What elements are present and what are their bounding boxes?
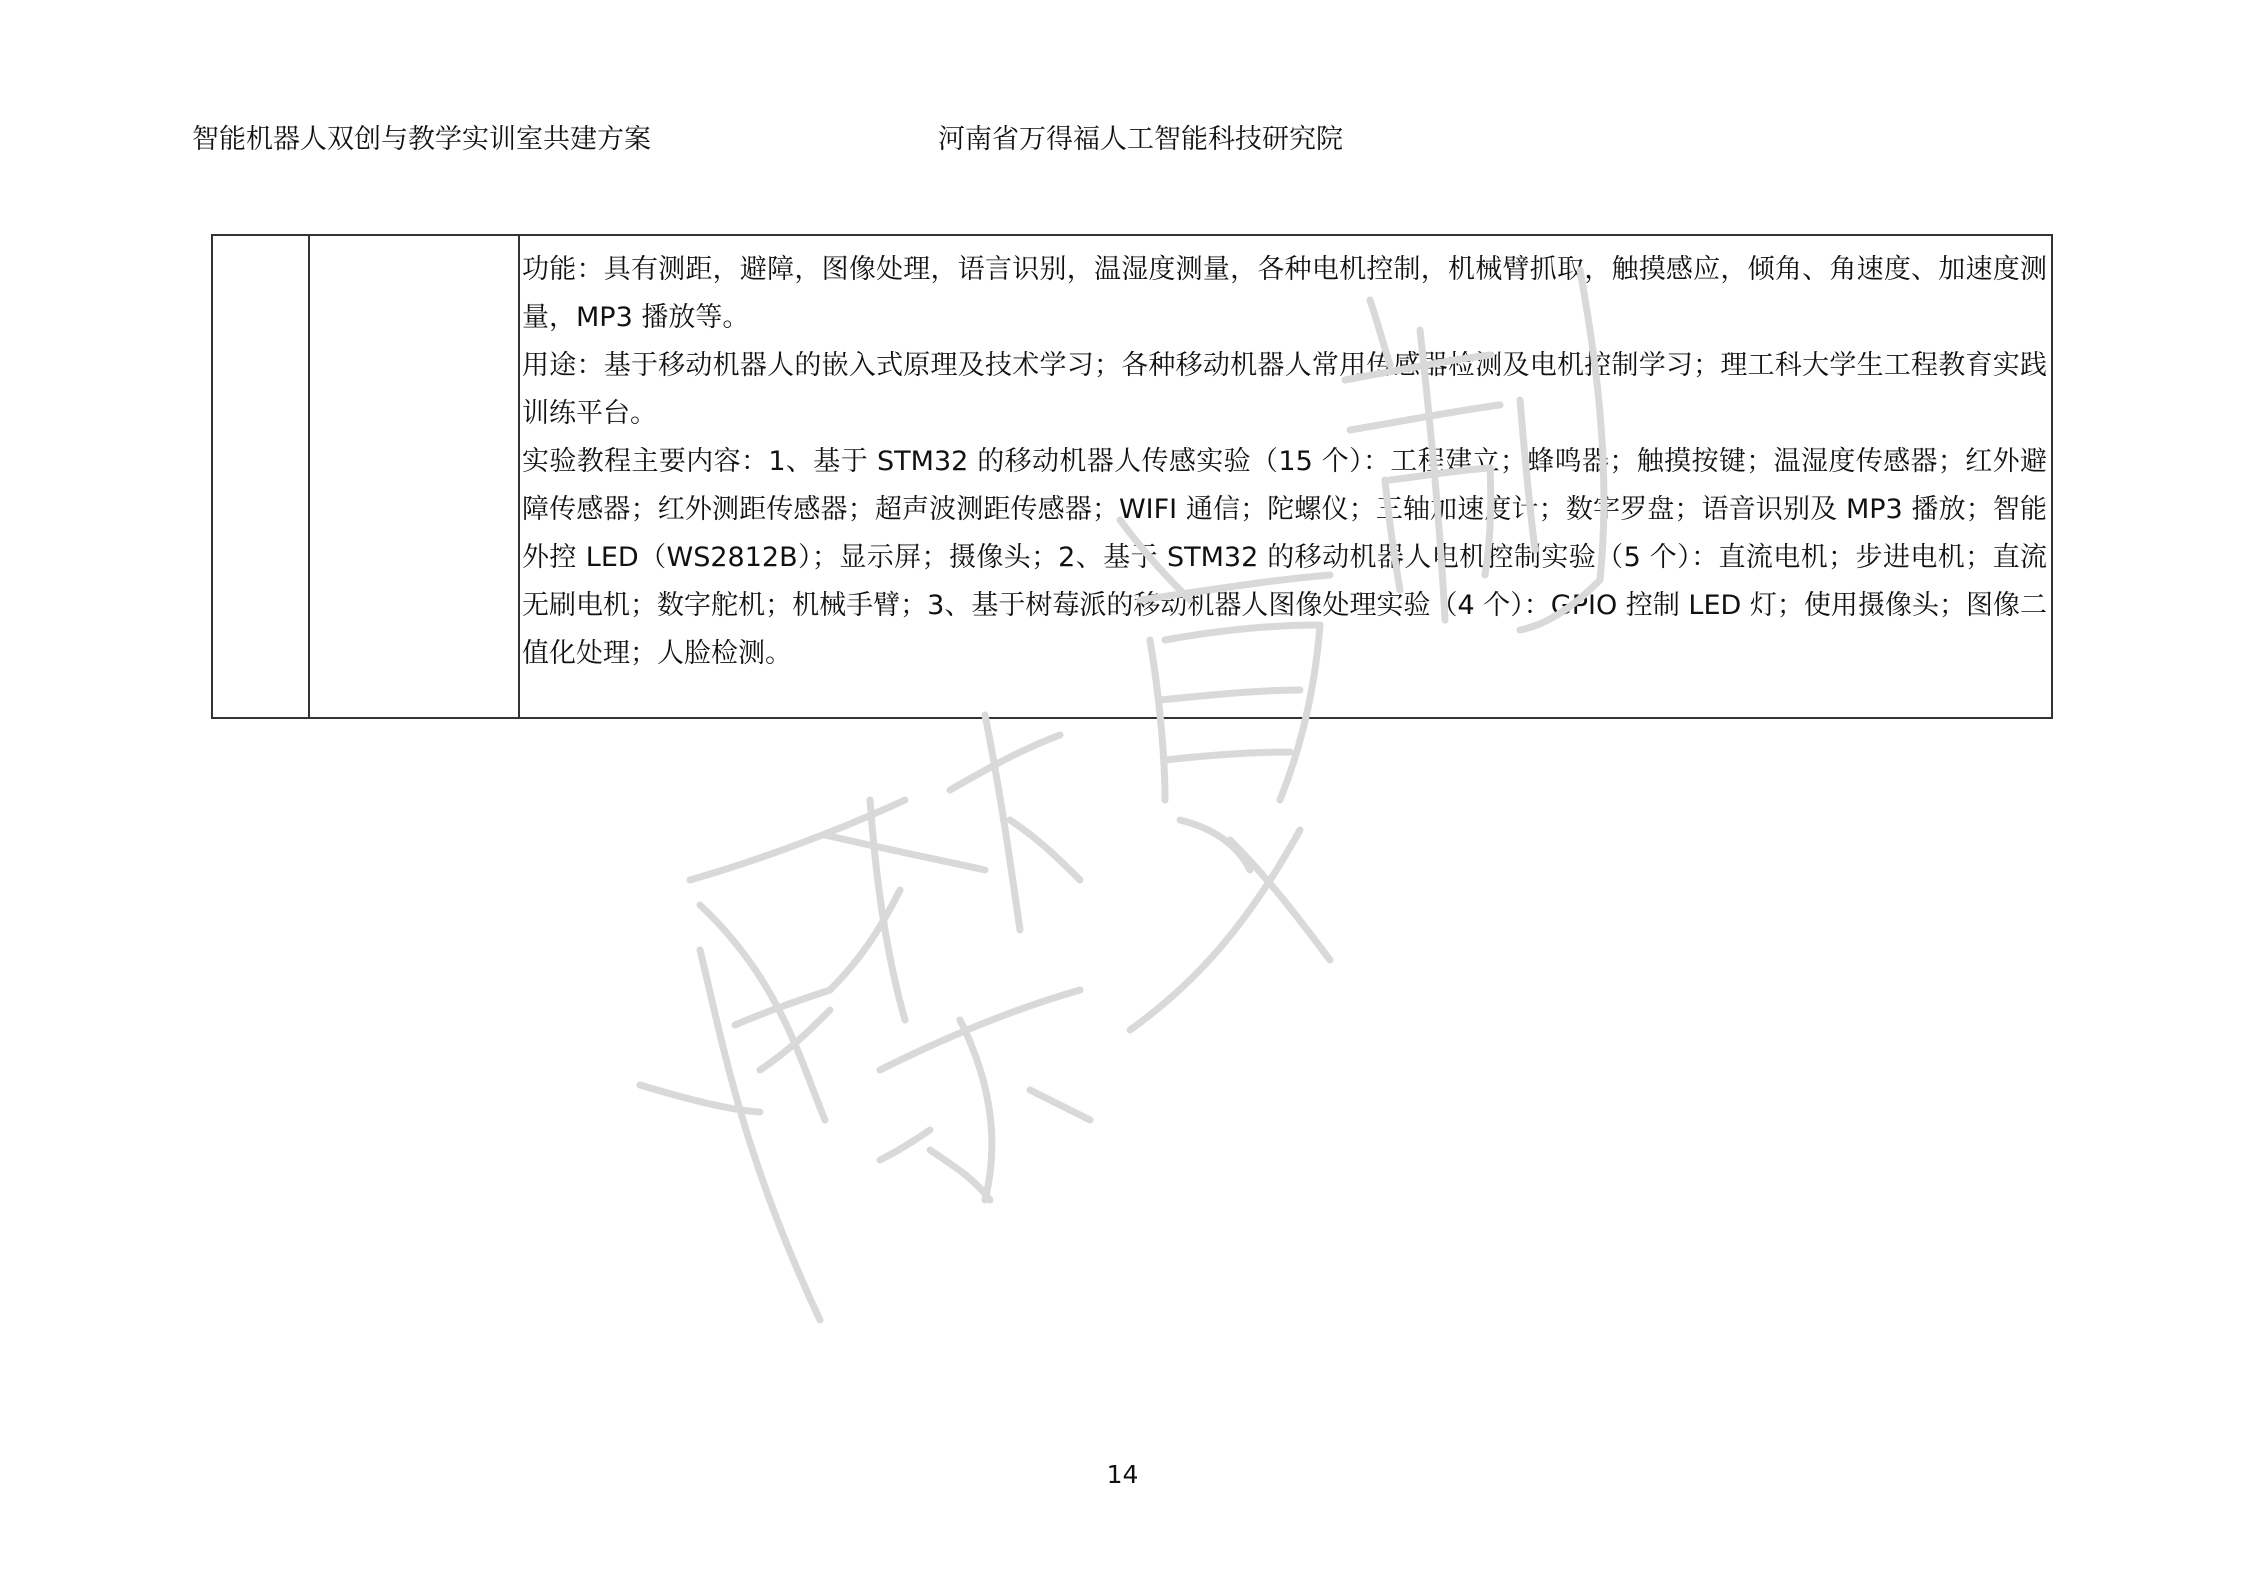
- header-document-title: 智能机器人双创与教学实训室共建方案: [192, 124, 651, 155]
- table-cell-name: [310, 236, 520, 717]
- spec-table: [211, 234, 2053, 719]
- page-number: 14: [1106, 1460, 1139, 1489]
- watermark-char-yan: [640, 800, 905, 1320]
- description-experiments: 实验教程主要内容：1、基于 STM32 的移动机器人传感实验（15 个）：工程建立；蜂鸣器；触摸按键；温湿度传感器；红外避障传感器；红外测距传感器；超声波测距传感器；WIFI 通信；陀螺仪；三轴加速度计；数字罗盘；语音识别及 MP3 播放；智能外控 LED（WS2812B）；显示屏；摄像头；2、基于 STM32 的移动机器人电机控制实验（5 个）：直流电机；步进电机；直流无刷电机；数字舵机；机械手臂；3、基于树莓派的移动机器人图像处理实验（4 个）：GPIO 控制 LED 灯；使用摄像头；图像二值化处理；人脸检测。: [522, 446, 2047, 669]
- watermark-char-jin: [825, 715, 1090, 1200]
- table-cell-description: [520, 236, 2051, 717]
- description-function: 功能：具有测距，避障，图像处理，语言识别，温湿度测量，各种电机控制，机械臂抓取，触摸感应，倾角、角速度、加速度测量，MP3 播放等。: [522, 254, 2047, 333]
- table-cell-index: [213, 236, 310, 717]
- description-usage: 用途：基于移动机器人的嵌入式原理及技术学习；各种移动机器人常用传感器检测及电机控制学习；理工科大学生工程教育实践训练平台。: [522, 350, 2047, 429]
- header-organization-name: 河南省万得福人工智能科技研究院: [938, 124, 1343, 155]
